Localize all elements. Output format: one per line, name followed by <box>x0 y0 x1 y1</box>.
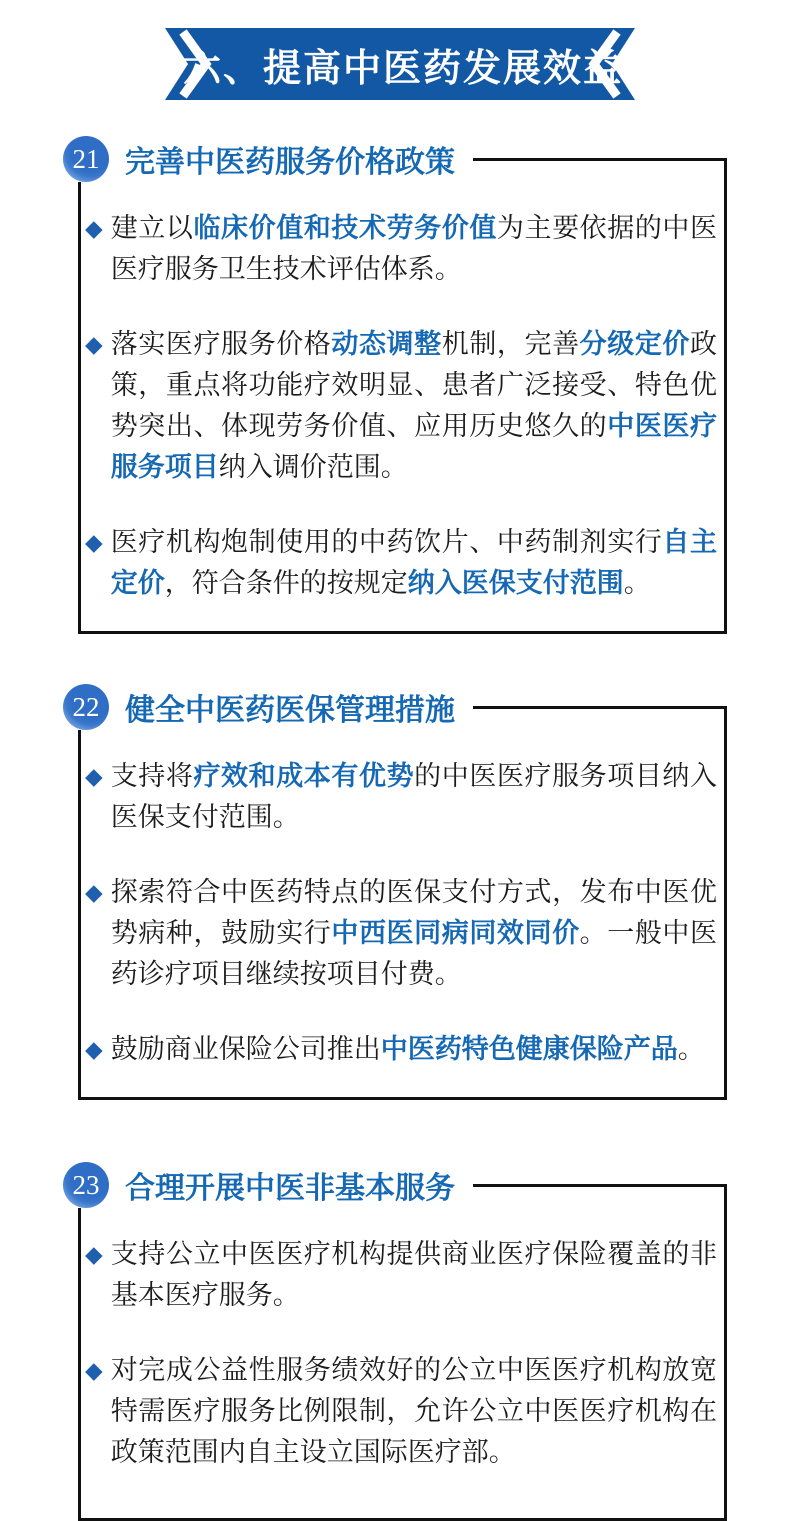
plain-text: 探索符合中医药特点的医保支付方式，发布中医优势病种，鼓励实行 <box>110 877 717 948</box>
section-title: 完善中医药服务价格政策 <box>125 146 455 179</box>
header-rule-line <box>473 1184 727 1187</box>
plain-text: 为主要依据的中医医疗服务卫生技术评估体系。 <box>110 213 718 284</box>
plain-text: ，符合条件的按规定 <box>164 568 408 598</box>
section-title: 合理开展中医非基本服务 <box>125 1172 455 1205</box>
box-border-left <box>78 1208 81 1521</box>
plain-text: 医疗机构炮制使用的中药饮片、中药制剂实行 <box>110 527 663 557</box>
bullet-text <box>111 756 717 838</box>
highlighted-text: 纳入医保支付范围 <box>407 568 624 598</box>
diamond-icon: ◆ <box>85 1241 103 1267</box>
box-border-bottom <box>78 1097 727 1100</box>
bullet-text <box>111 1350 717 1473</box>
section-number-badge: 23 <box>63 1162 109 1208</box>
banner-title: 六、提高中医药发展效益 <box>182 47 623 90</box>
diamond-icon: ◆ <box>85 1357 103 1383</box>
section-body <box>78 730 727 1100</box>
bullet-item <box>85 208 717 290</box>
highlighted-text: 动态调整 <box>331 329 442 359</box>
highlighted-text: 分级定价 <box>579 329 691 359</box>
highlighted-text: 中医药特色健康保险产品 <box>380 1034 678 1064</box>
diamond-icon: ◆ <box>85 1036 103 1062</box>
box-border-right <box>724 1184 727 1521</box>
bullet-text <box>111 1029 717 1070</box>
policy-section-23 <box>72 1162 727 1521</box>
box-border-left <box>78 730 81 1100</box>
highlighted-text: 自主定价 <box>110 527 718 598</box>
highlighted-text: 中医医疗服务项目 <box>110 411 718 482</box>
section-header <box>72 684 727 730</box>
plain-text: 。 <box>623 568 651 598</box>
sections-root <box>0 136 800 1521</box>
box-border-right <box>724 706 727 1100</box>
highlighted-text: 中西医同病同效同价 <box>331 918 580 948</box>
bullet-item <box>85 1350 717 1473</box>
bullet-item <box>85 522 717 604</box>
diamond-icon: ◆ <box>85 529 103 555</box>
plain-text: 对完成公益性服务绩效好的公立中医医疗机构放宽特需医疗服务比例限制，允许公立中医医疗机构在政策范围内自主设立国际医疗部。 <box>110 1355 717 1467</box>
box-border-left <box>78 182 81 634</box>
highlighted-text: 疗效和成本有优势 <box>193 761 415 791</box>
diamond-icon: ◆ <box>85 879 103 905</box>
diamond-icon: ◆ <box>85 331 103 357</box>
bullet-text <box>111 872 717 995</box>
plain-text: 政策，重点将功能疗效明显、患者广泛接受、特色优势突出、体现劳务价值、应用历史悠久的 <box>110 329 718 441</box>
highlighted-text: 临床价值和技术劳务价值 <box>193 213 497 243</box>
bullet-text <box>111 522 717 604</box>
header-rule-line <box>473 158 727 161</box>
section-banner <box>165 28 635 100</box>
box-border-right <box>724 158 727 634</box>
plain-text: 支持将 <box>110 761 194 791</box>
section-title: 健全中医药医保管理措施 <box>125 694 455 727</box>
diamond-icon: ◆ <box>85 763 103 789</box>
bullet-item <box>85 324 717 488</box>
header-rule-line <box>473 706 727 709</box>
bullet-item <box>85 1029 717 1070</box>
section-body <box>78 1208 727 1521</box>
bullet-text <box>111 208 717 290</box>
plain-text: 建立以 <box>110 213 194 243</box>
policy-section-21 <box>72 136 727 634</box>
plain-text: 支持公立中医医疗机构提供商业医疗保险覆盖的非基本医疗服务。 <box>110 1239 717 1310</box>
section-number-badge: 22 <box>63 684 109 730</box>
plain-text: 。一般中医药诊疗项目继续按项目付费。 <box>110 918 718 989</box>
section-header <box>72 136 727 182</box>
plain-text: 。 <box>677 1034 705 1064</box>
plain-text: 落实医疗服务价格 <box>110 329 332 359</box>
bullet-text <box>111 324 717 488</box>
box-border-bottom <box>78 631 727 634</box>
section-body <box>78 182 727 634</box>
policy-section-22 <box>72 684 727 1100</box>
bullet-item <box>85 1234 717 1316</box>
plain-text: 机制，完善 <box>441 329 580 359</box>
bullet-item <box>85 756 717 838</box>
section-number-badge: 21 <box>63 136 109 182</box>
diamond-icon: ◆ <box>85 215 103 241</box>
plain-text: 纳入调价范围。 <box>218 452 408 482</box>
plain-text: 鼓励商业保险公司推出 <box>110 1034 381 1064</box>
plain-text: 的中医医疗服务项目纳入医保支付范围。 <box>110 761 718 832</box>
section-header <box>72 1162 727 1208</box>
bullet-text <box>111 1234 717 1316</box>
bullet-item <box>85 872 717 995</box>
